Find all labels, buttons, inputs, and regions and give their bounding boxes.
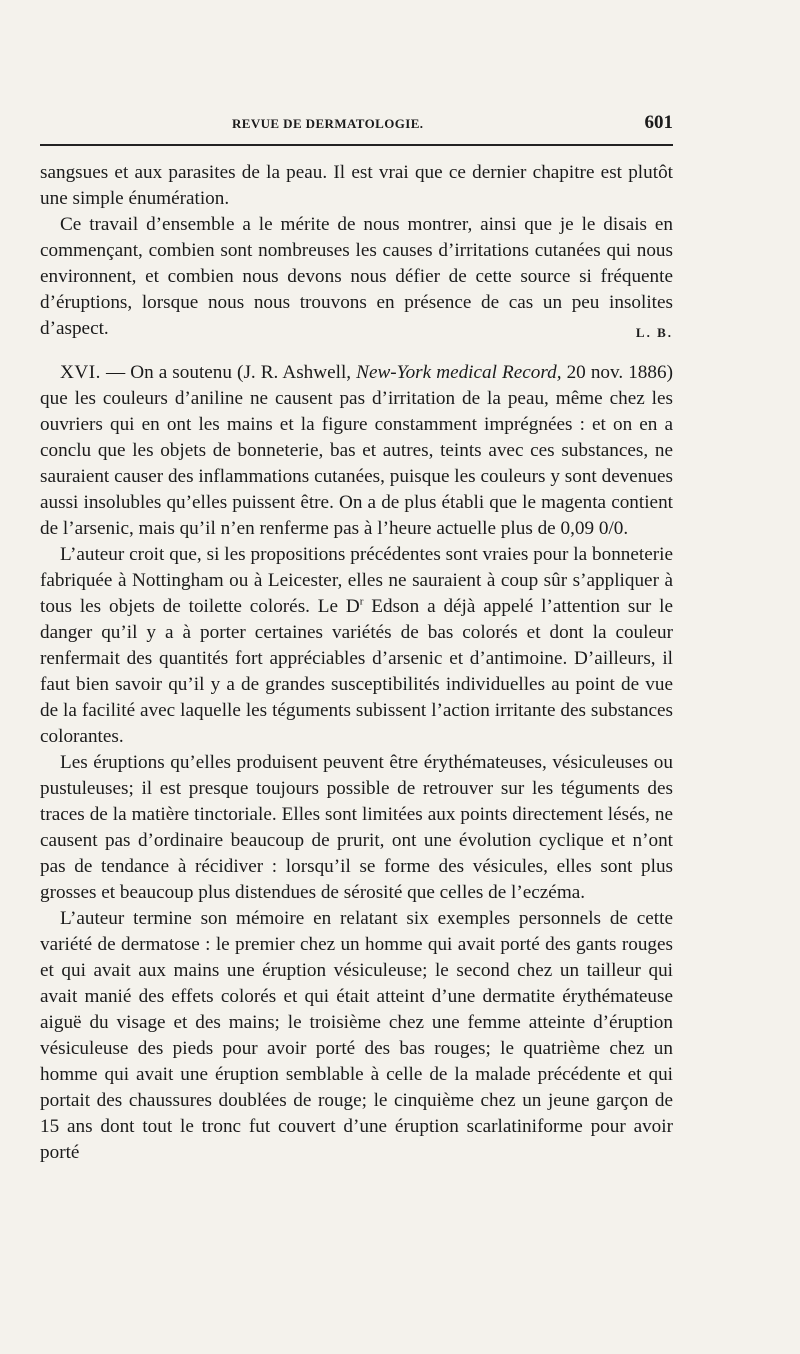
author-signature: L. B.	[635, 325, 673, 340]
header-rule	[40, 144, 673, 146]
body-text	[40, 160, 673, 1166]
page-number: 601	[644, 112, 673, 133]
paragraph-4-text-a: L’auteur croit que, si les propositions précédentes sont vraies pour la bonneterie fabriquée à Nottingham ou à Leicester, elles ne sauraient à coup sûr s’appliquer à tous les objets de toilette colorés. Le D	[40, 544, 673, 617]
paragraph-3-text-b: 20 nov. 1886) que les couleurs d’aniline ne causent pas d’irritation de la peau, même chez les ouvriers qui en ont les mains et la figure constamment imprégnées : et on en a conclu que les objets de bonneterie, bas et autres, teints avec ces substances, ne sauraient causer des inflammations cutanées, puisque les couleurs y sont devenues aussi insolubles qu’elles puissent être. On a de plus établi que le magenta contient de l’arsenic, mais qu’il n’en renferme pas à l’heure actuelle plus de 0,09 0/0.	[40, 362, 673, 539]
paragraph-3	[40, 360, 673, 542]
paragraph-6	[40, 906, 673, 1166]
doctor-abbrev-sup: r	[359, 595, 364, 608]
paragraph-5-text: Les éruptions qu’elles produisent peuvent être érythémateuses, vésiculeuses ou pustuleuses; il est presque toujours possible de retrouver sur les téguments des traces de la matière tinctoriale. Elles sont limitées aux points directement lésés, ne causent pas d’ordinaire beaucoup de prurit, ont une évolution cyclique et n’ont pas de tendance à récidiver : lorsqu’il se forme des vésicules, elles sont plus grosses et beaucoup plus distendues de sérosité que celles de l’eczéma.	[40, 752, 673, 903]
running-title: REVUE DE DERMATOLOGIE.	[232, 116, 424, 131]
paragraph-4-text-b: Edson a déjà appelé l’attention sur le danger qu’il y a à porter certaines variétés de bas colorés et dont la couleur renfermait des quantités fort appréciables d’arsenic et d’antimoine. D’ailleurs, il faut bien savoir qu’il y a de grandes susceptibilités individuelles au point de vue de la facilité avec laquelle les téguments subissent l’action irritante des substances colorantes.	[40, 596, 674, 747]
page-header	[40, 112, 673, 136]
paragraph-4	[40, 542, 673, 750]
paragraph-2-text: Ce travail d’ensemble a le mérite de nous montrer, ainsi que je le disais en commençant, combien sont nombreuses les causes d’irritations cutanées qui nous environnent, et combien nous devons nous défier de cette source si fréquente d’éruptions, lorsque nous nous trouvons en présence de cas un peu insolites d’aspect.	[40, 214, 673, 339]
section-numeral: XVI.	[60, 362, 101, 383]
journal-title: New-York medical Record,	[356, 362, 562, 383]
paragraph-6-text: L’auteur termine son mémoire en relatant six exemples personnels de cette variété de dermatose : le premier chez un homme qui avait porté des gants rouges et qui avait aux mains une éruption vésiculeuse; le second chez un tailleur qui avait manié des effets colorés et qui était atteint d’une dermatite érythémateuse aiguë du visage et des mains; le troisième chez une femme atteinte d’éruption vésiculeuse des pieds pour avoir porté des bas rouges; le quatrième chez un homme qui avait une éruption semblable à celle de la malade précédente et qui portait des chaussures doublées de rouge; le cinquième chez un jeune garçon de 15 ans dont tout le tronc fut couvert d’une éruption scarlatiniforme pour avoir porté	[40, 908, 673, 1163]
paragraph-3-text-a: — On a soutenu (J. R. Ashwell,	[100, 362, 357, 383]
paragraph-5	[40, 750, 673, 906]
paragraph-1	[40, 160, 673, 212]
paragraph-1-text: sangsues et aux parasites de la peau. Il est vrai que ce dernier chapitre est plutôt une simple énumération.	[40, 162, 673, 209]
paragraph-2	[40, 212, 673, 342]
